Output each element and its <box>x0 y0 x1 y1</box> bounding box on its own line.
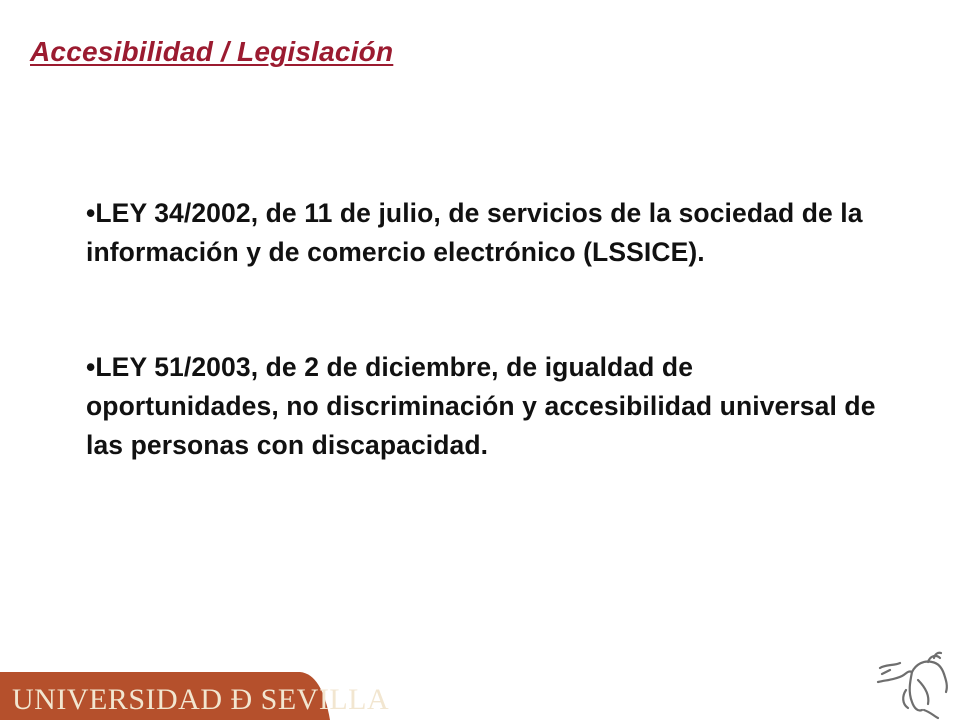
slide-title: Accesibilidad / Legislación <box>30 36 394 67</box>
university-name: UNIVERSIDAD Ð SEVILLA <box>12 683 390 716</box>
list-item-ley-51-2003: •LEY 51/2003, de 2 de diciembre, de igualdad de oportunidades, no discriminación y accesibilidad universal de las personas con discapacidad. <box>86 352 876 460</box>
university-mascot-icon <box>872 650 954 720</box>
legislation-list <box>86 194 886 541</box>
list-item-ley-34-2002: •LEY 34/2002, de 11 de julio, de servicios de la sociedad de la información y de comercio electrónico (LSSICE). <box>86 198 863 267</box>
